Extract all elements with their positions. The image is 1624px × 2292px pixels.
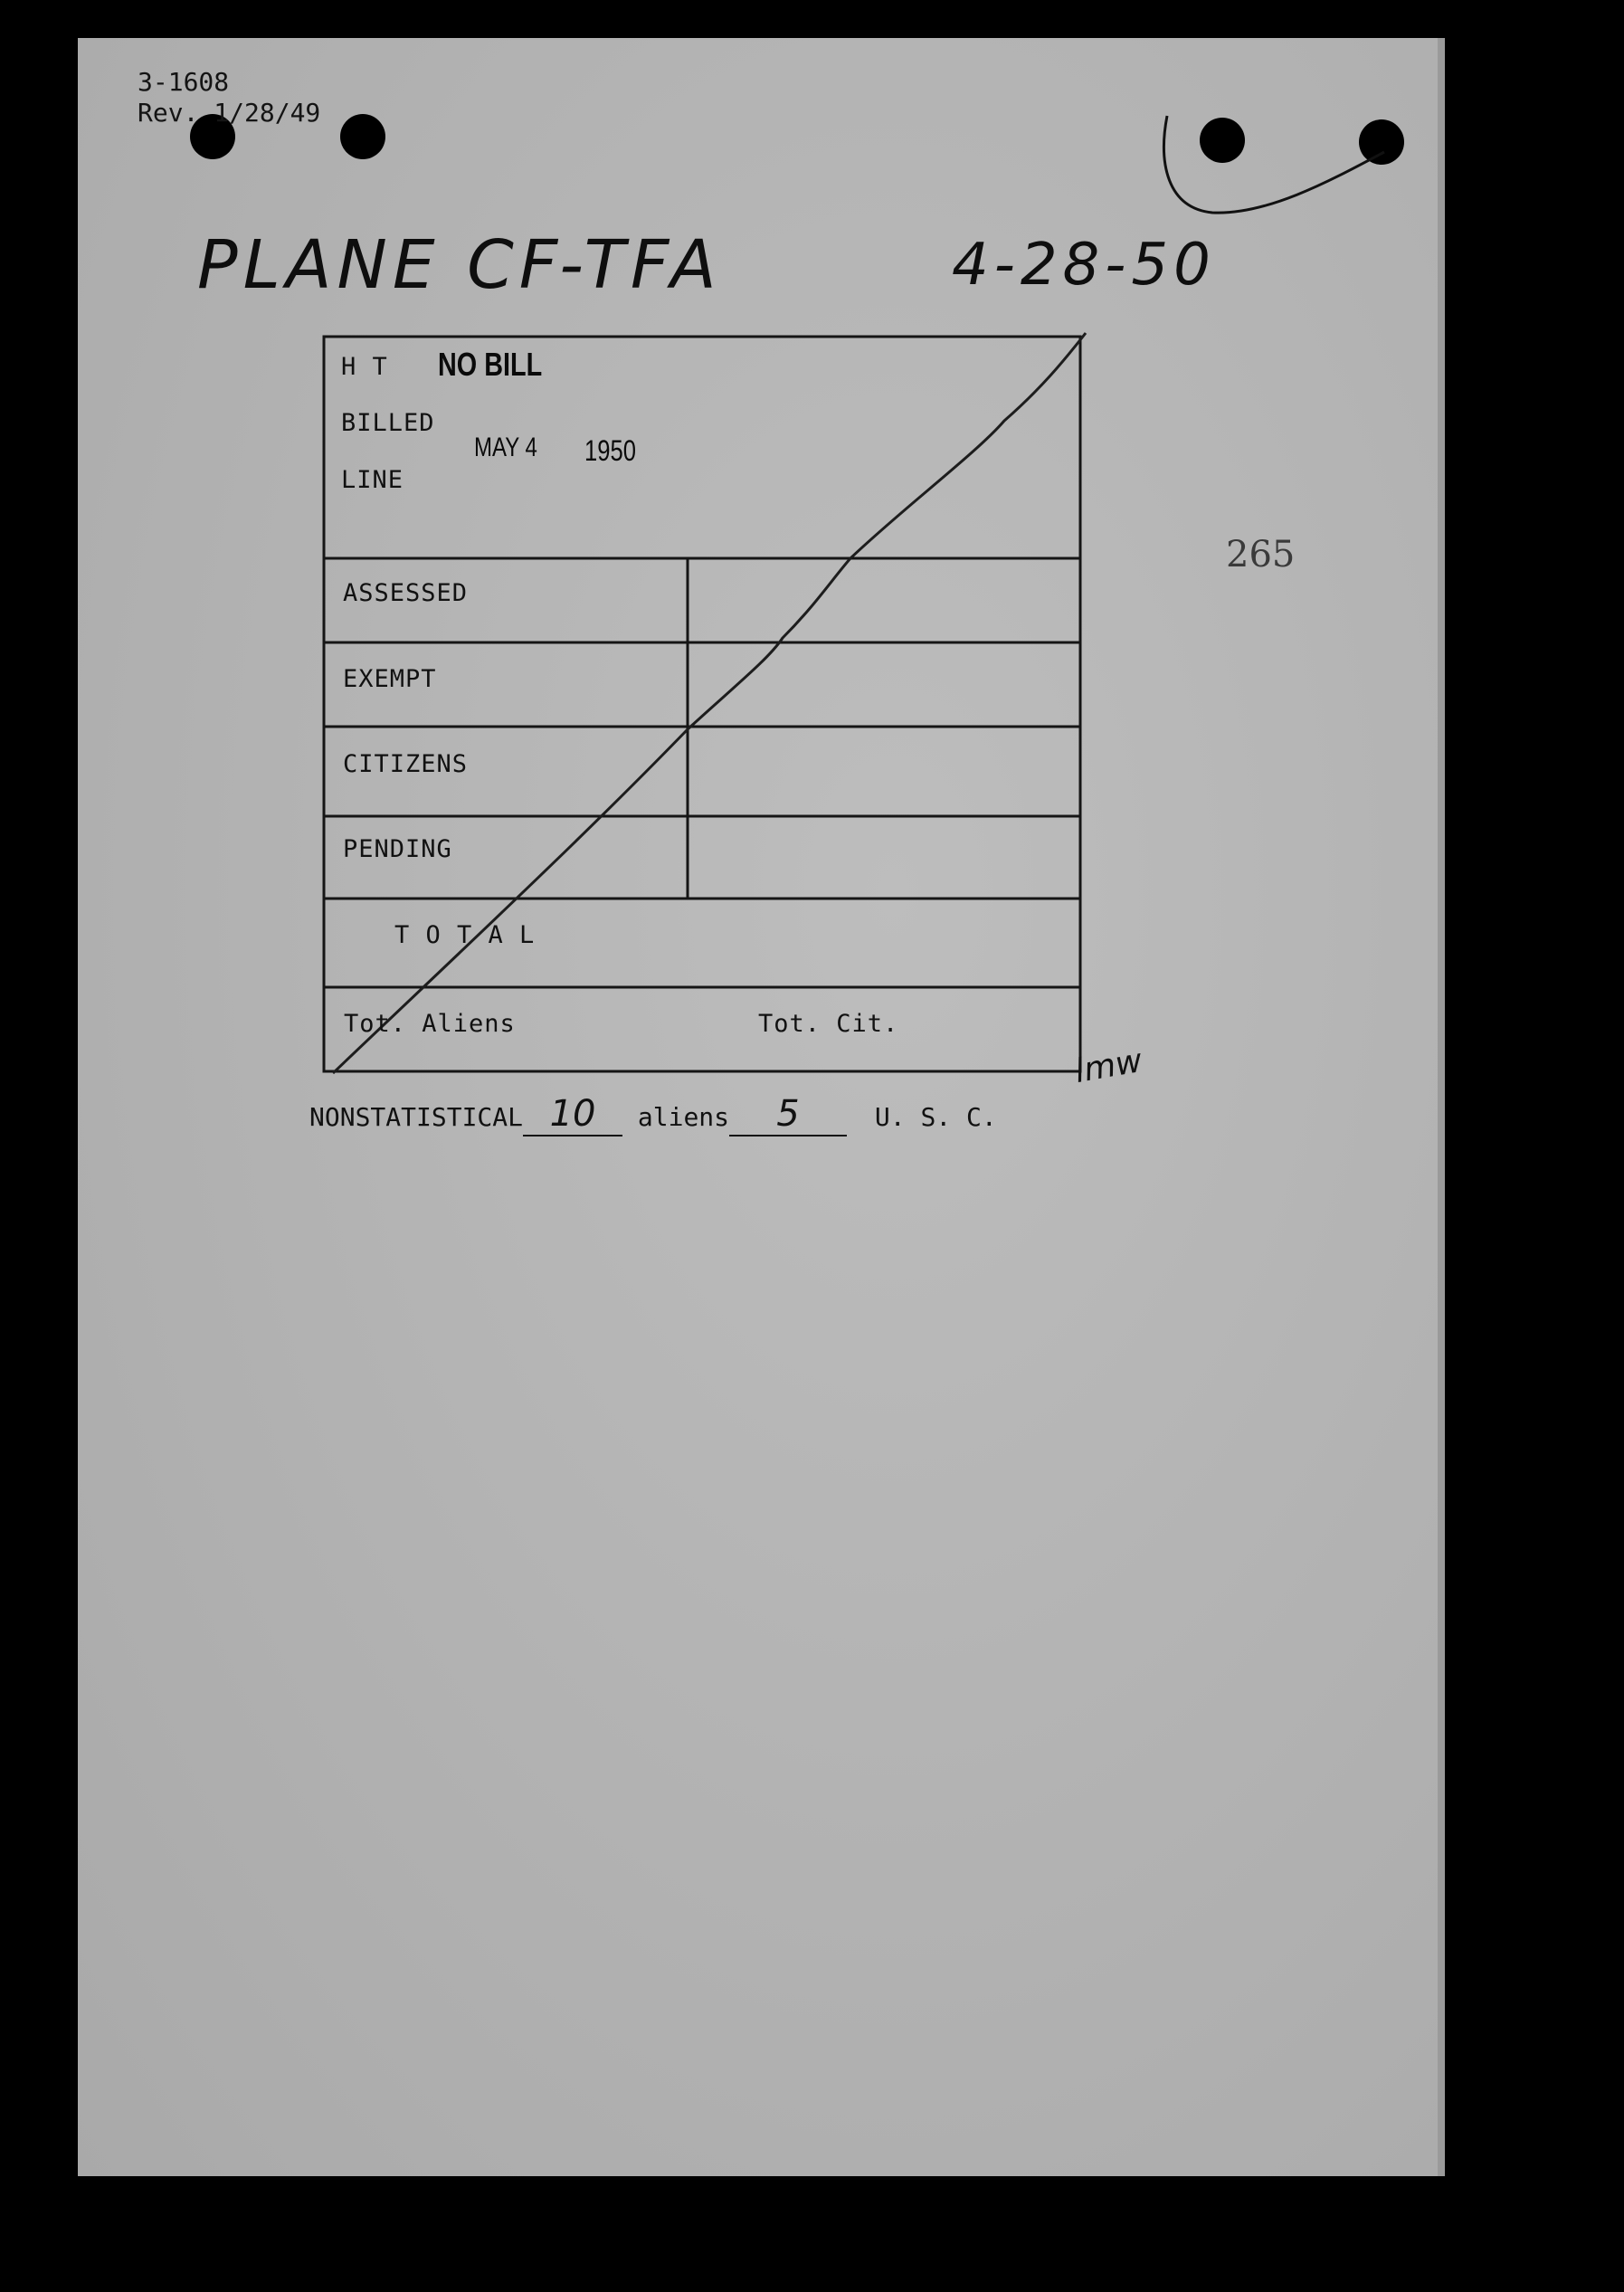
handwritten-date: 4-28-50	[952, 232, 1216, 299]
usc-count: 5	[729, 1093, 847, 1136]
row-label-exempt: EXEMPT	[343, 665, 437, 693]
cancel-strike-line	[333, 333, 1086, 1073]
tot-cit-label: Tot. Cit.	[758, 1010, 899, 1038]
ht-label: H T	[341, 353, 388, 381]
form-number: 3-1608	[138, 67, 230, 97]
page-number: 265	[1226, 534, 1296, 575]
nonstatistical-line	[309, 1093, 997, 1136]
billed-label: BILLED	[341, 409, 435, 437]
usc-label: U. S. C.	[874, 1102, 997, 1132]
row-label-citizens: CITIZENS	[343, 750, 469, 778]
date-stamp-month: MAY 4	[474, 433, 537, 462]
handwritten-initials: lmw	[1072, 1041, 1145, 1091]
row-label-assessed: ASSESSED	[343, 579, 469, 607]
row-label-pending: PENDING	[343, 835, 452, 863]
aliens-label: aliens	[637, 1102, 730, 1132]
aliens-count: 10	[523, 1093, 622, 1136]
nonstatistical-label: NONSTATISTICAL	[309, 1102, 524, 1132]
corner-mark	[1164, 116, 1384, 213]
tot-aliens-label: Tot. Aliens	[344, 1010, 516, 1038]
line-label: LINE	[341, 466, 404, 494]
form-revision: Rev. 1/28/49	[138, 98, 321, 128]
handwritten-plane-id: PLANE CF-TFA	[197, 226, 722, 304]
date-stamp-year: 1950	[584, 434, 636, 467]
no-bill-stamp: NO BILL	[438, 346, 543, 383]
total-label: T O T A L	[394, 921, 536, 949]
